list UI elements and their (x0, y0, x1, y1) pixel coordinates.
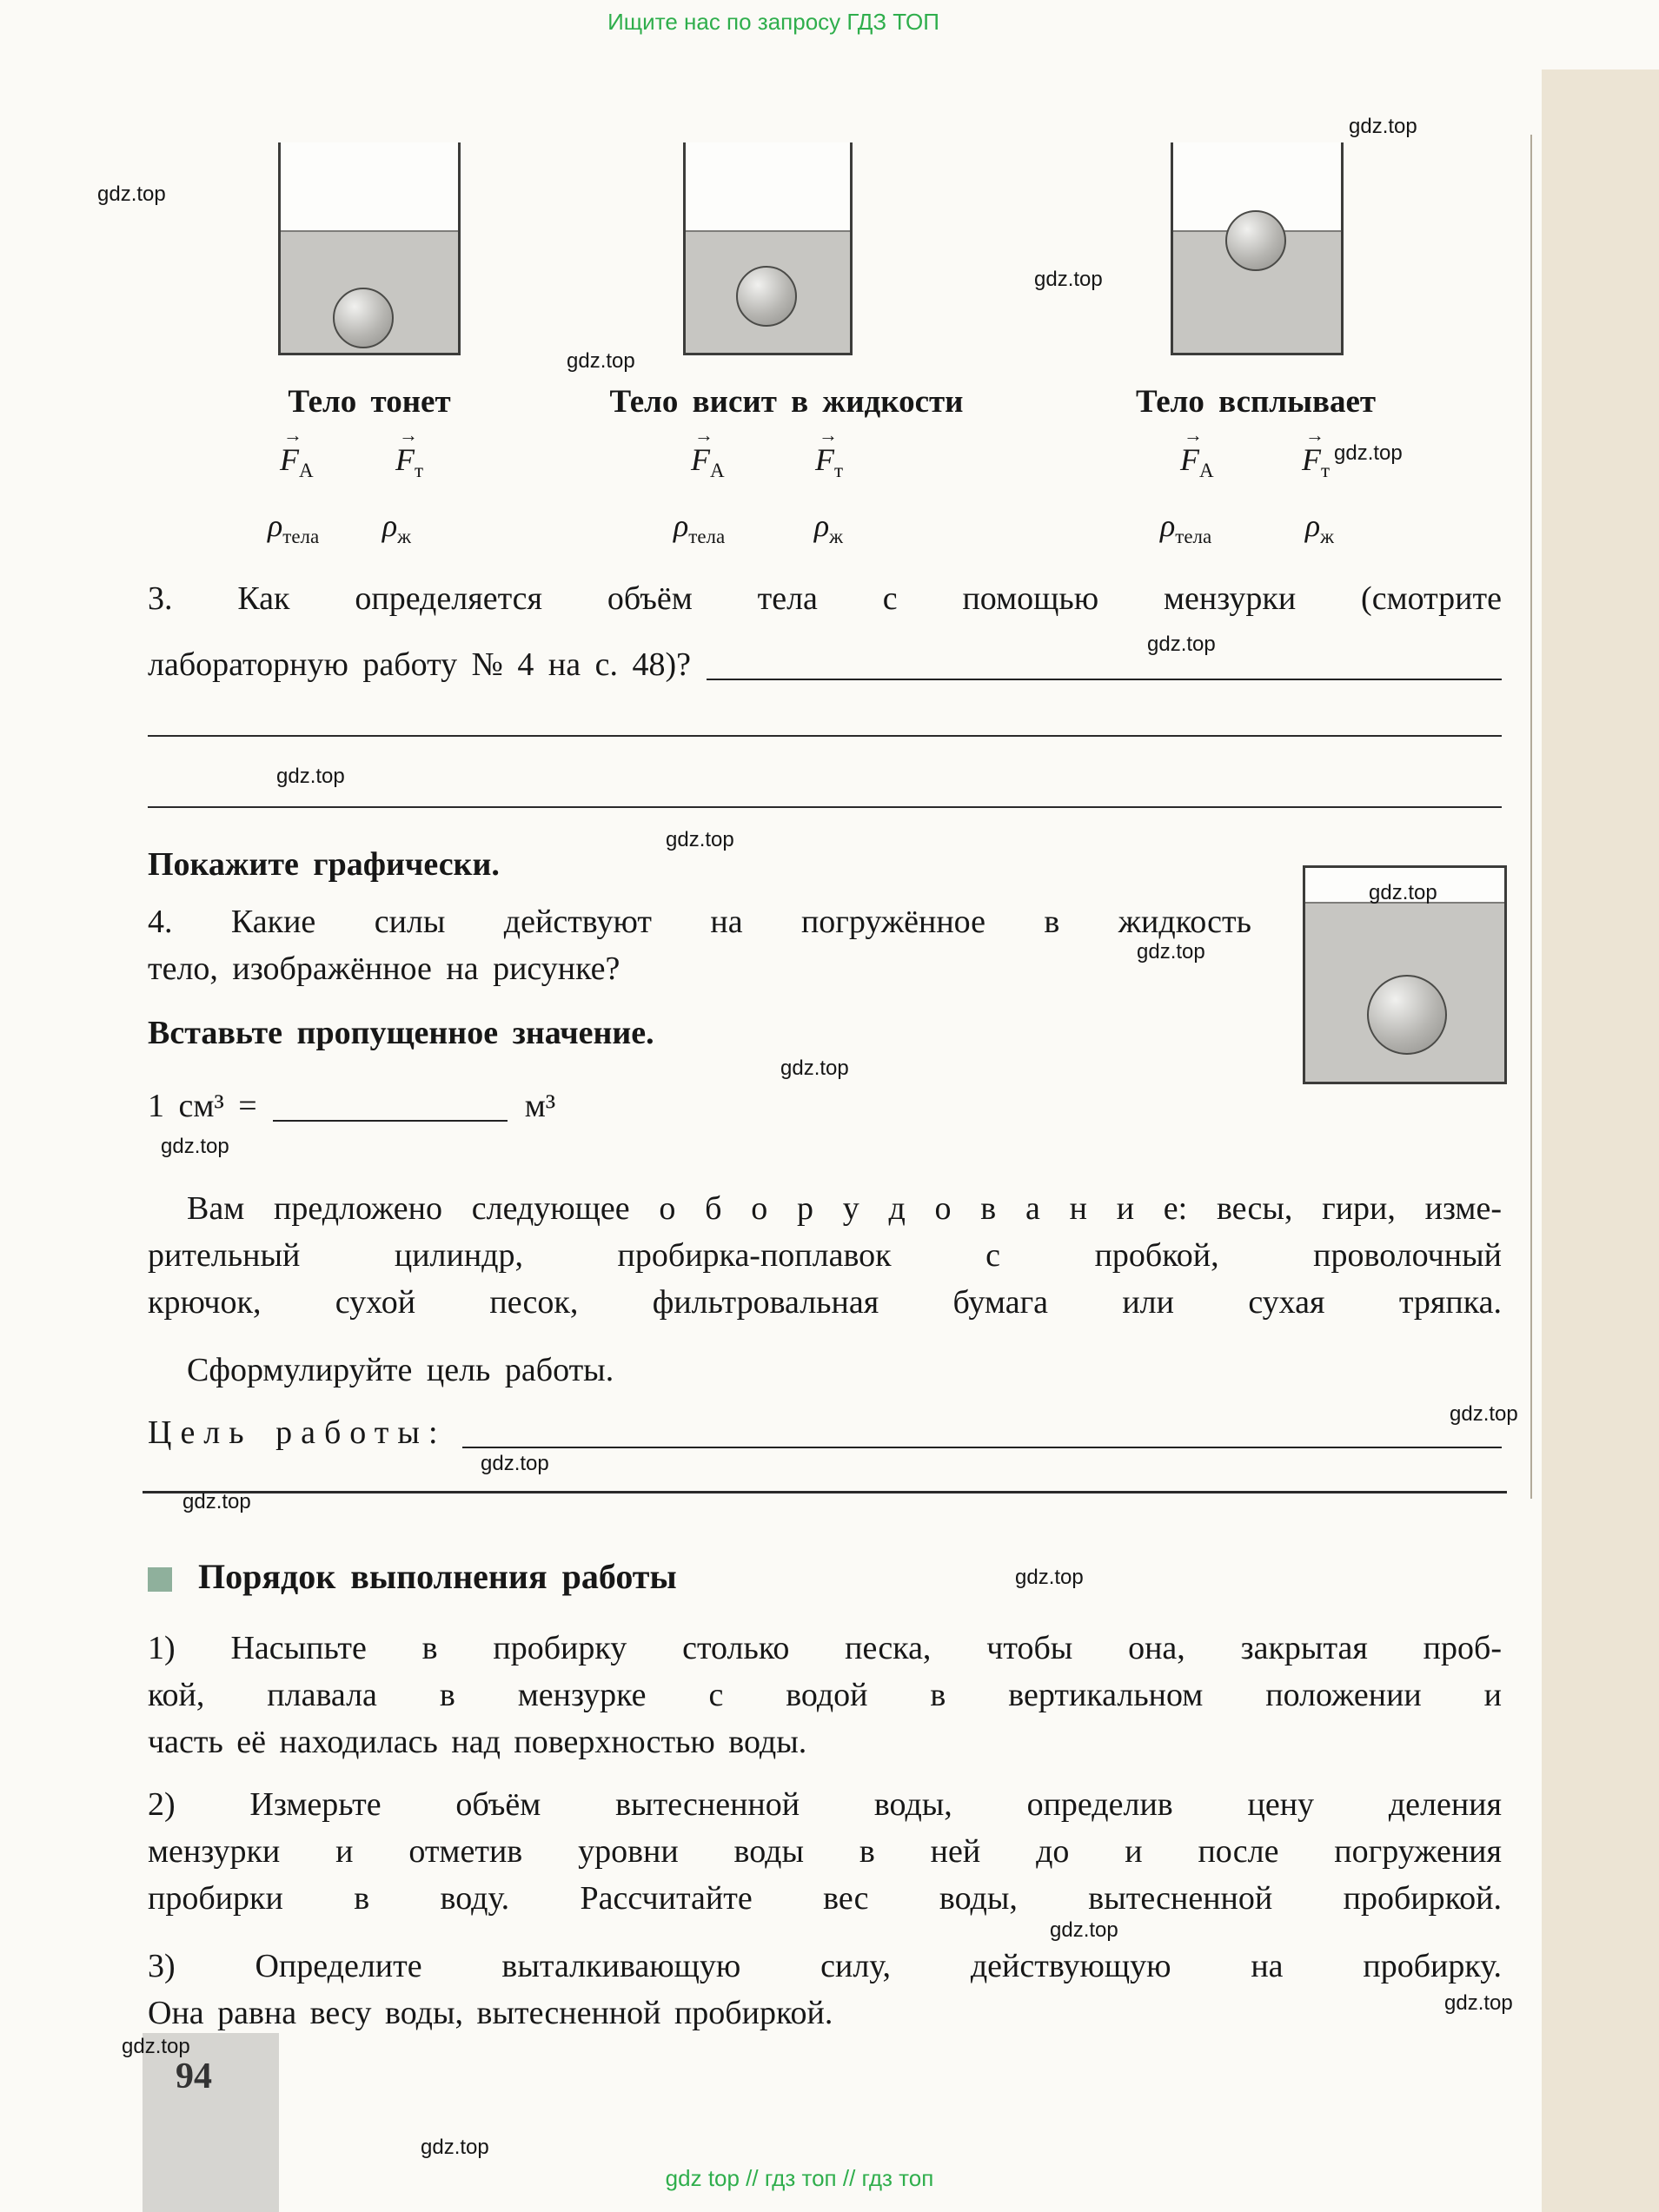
caption-body-floats: Тело всплывает (1135, 384, 1377, 420)
question-3-line2 (148, 645, 1502, 685)
beaker-suspended-figure (683, 142, 853, 355)
density-subscript: тела (688, 526, 726, 548)
question-3-text: лабораторную работу № 4 на с. 48)? (148, 646, 692, 683)
forces-row-2 (691, 424, 843, 482)
density-symbol: ρ (268, 508, 283, 543)
watermark-gdz: gdz.top (1349, 115, 1417, 138)
step-line: мензурки и отметив уровни воды в ней до и после погружения (148, 1833, 1502, 1870)
watermark-gdz: gdz.top (161, 1135, 229, 1158)
density-body (268, 507, 319, 548)
ball-suspended (736, 266, 797, 327)
density-subscript: ж (1320, 526, 1334, 548)
watermark-gdz: gdz.top (1369, 881, 1437, 904)
step-2-paragraph (148, 1783, 1502, 1924)
equipment-line: Вам предложено следующее о б о р у д о в а н и е: весы, гири, изме- (187, 1190, 1502, 1227)
watermark-gdz: gdz.top (421, 2136, 489, 2159)
force-symbol: F (280, 442, 299, 477)
goal-label: Цель работы: (148, 1414, 447, 1451)
force-gravity (395, 424, 423, 482)
density-body (1160, 507, 1211, 548)
watermark-gdz: gdz.top (1147, 632, 1216, 656)
equipment-line: рительный цилиндр, пробирка-поплавок с пробкой, проволочный (148, 1237, 1502, 1274)
watermark-gdz: gdz.top (1444, 1991, 1513, 2015)
equipment-paragraph (148, 1187, 1502, 1328)
beaker-sinks-figure (278, 142, 461, 355)
vector-arrow-icon: → (818, 424, 838, 446)
watermark-gdz: gdz.top (1034, 268, 1103, 291)
watermark-gdz: gdz.top (122, 2035, 190, 2058)
watermark-gdz: gdz.top (1450, 1402, 1518, 1426)
caption-body-sinks: Тело тонет (288, 384, 451, 420)
watermark-gdz: gdz.top (1334, 441, 1403, 465)
density-symbol: ρ (674, 508, 689, 543)
vector-arrow-icon: → (398, 424, 418, 446)
step-1-paragraph (148, 1626, 1502, 1767)
density-liquid (814, 507, 843, 548)
goal-blank-line (462, 1447, 1503, 1448)
equation-blank (273, 1120, 508, 1122)
caption-body-suspended: Тело висит в жидкости (609, 384, 964, 420)
force-subscript: т (833, 460, 843, 482)
watermark-gdz: gdz.top (567, 349, 635, 373)
formulate-goal-prompt: Сформулируйте цель работы. (187, 1352, 614, 1388)
question-4-line2: тело, изображённое на рисунке? (148, 950, 620, 987)
force-archimedes (280, 424, 314, 482)
watermark-gdz: gdz.top (97, 182, 166, 206)
step-line: кой, плавала в мензурке с водой в вертикальном положении и (148, 1677, 1502, 1713)
force-gravity (1301, 424, 1330, 482)
force-archimedes (1180, 424, 1214, 482)
unit-conversion-equation (148, 1086, 565, 1126)
density-subscript: тела (282, 526, 320, 548)
step-line: пробирки в воду. Рассчитайте вес воды, вытесненной пробиркой. (148, 1880, 1502, 1917)
step-line: 3) Определите выталкивающую силу, действующую на пробирку. (148, 1948, 1502, 1984)
vector-arrow-icon: → (694, 424, 713, 446)
watermark-gdz: gdz.top (1015, 1566, 1084, 1589)
watermark-gdz: gdz.top (666, 828, 734, 851)
section-marker (148, 1567, 172, 1592)
submerged-ball (1367, 975, 1447, 1055)
force-subscript: т (1320, 460, 1330, 482)
force-gravity (814, 424, 843, 482)
force-symbol: F (814, 442, 834, 477)
force-subscript: т (414, 460, 423, 482)
watermark-gdz: gdz.top (481, 1452, 549, 1475)
ball-sunk (333, 288, 394, 348)
answer-blank-line (148, 735, 1502, 737)
page-margin-line (1530, 135, 1532, 1499)
force-symbol: F (1180, 442, 1199, 477)
goal-row (148, 1413, 1502, 1453)
beaker-floats-figure (1171, 142, 1344, 355)
densities-row-2 (674, 507, 843, 548)
density-liquid (382, 507, 411, 548)
watermark-gdz: gdz.top (1050, 1918, 1118, 1942)
density-subscript: ж (397, 526, 411, 548)
density-subscript: ж (829, 526, 843, 548)
step-line: 1) Насыпьте в пробирку столько песка, чтобы она, закрытая проб- (148, 1630, 1502, 1666)
equation-right: м³ (524, 1088, 556, 1124)
answer-blank-line (148, 806, 1502, 808)
watermark-gdz: gdz.top (182, 1490, 251, 1513)
equation-left: 1 см³ = (148, 1088, 257, 1124)
step-line: 2) Измерьте объём вытесненной воды, определив цену деления (148, 1786, 1502, 1823)
section-divider-line (143, 1491, 1507, 1493)
ball-floating (1225, 210, 1286, 271)
scan-edge-strip (1542, 70, 1659, 2212)
page-number: 94 (176, 2056, 212, 2096)
watermark-gdz: gdz.top (780, 1056, 849, 1080)
density-body (674, 507, 725, 548)
order-title: Порядок выполнения работы (198, 1557, 677, 1596)
question-3-line1: 3. Как определяется объём тела с помощью мензурки (смотрите (148, 580, 1502, 617)
density-symbol: ρ (382, 508, 398, 543)
forces-row-1 (280, 424, 423, 482)
force-subscript: A (299, 460, 314, 482)
step-3-paragraph (148, 1944, 1502, 2038)
density-symbol: ρ (813, 508, 830, 543)
density-subscript: тела (1175, 526, 1212, 548)
force-subscript: A (710, 460, 725, 482)
force-subscript: A (1199, 460, 1214, 482)
question-4-line1: 4. Какие силы действуют на погружённое в жидкость (148, 904, 1251, 940)
forces-row-3 (1180, 424, 1330, 482)
vector-arrow-icon: → (283, 424, 302, 446)
equipment-line: крючок, сухой песок, фильтровальная бумага или сухая тряпка. (148, 1284, 1502, 1321)
show-graphically-heading: Покажите графически. (148, 846, 500, 883)
density-symbol: ρ (1304, 508, 1321, 543)
vector-arrow-icon: → (1304, 424, 1324, 446)
densities-row-3 (1160, 507, 1334, 548)
bottom-banner: gdz top // гдз топ // гдз топ (665, 2165, 934, 2191)
watermark-gdz: gdz.top (276, 765, 345, 788)
force-symbol: F (1301, 442, 1321, 477)
vector-arrow-icon: → (1184, 424, 1203, 446)
answer-blank-line (707, 679, 1502, 680)
force-archimedes (691, 424, 725, 482)
density-symbol: ρ (1160, 508, 1176, 543)
densities-row-1 (268, 507, 411, 548)
watermark-gdz: gdz.top (1137, 940, 1205, 964)
step-line: Она равна весу воды, вытесненной пробиркой. (148, 1995, 833, 2031)
force-symbol: F (395, 442, 415, 477)
force-symbol: F (691, 442, 710, 477)
top-banner: Ищите нас по запросу ГДЗ ТОП (607, 9, 939, 35)
step-line: часть её находилась над поверхностью воды. (148, 1724, 807, 1760)
density-liquid (1305, 507, 1334, 548)
insert-value-heading: Вставьте пропущенное значение. (148, 1015, 654, 1051)
